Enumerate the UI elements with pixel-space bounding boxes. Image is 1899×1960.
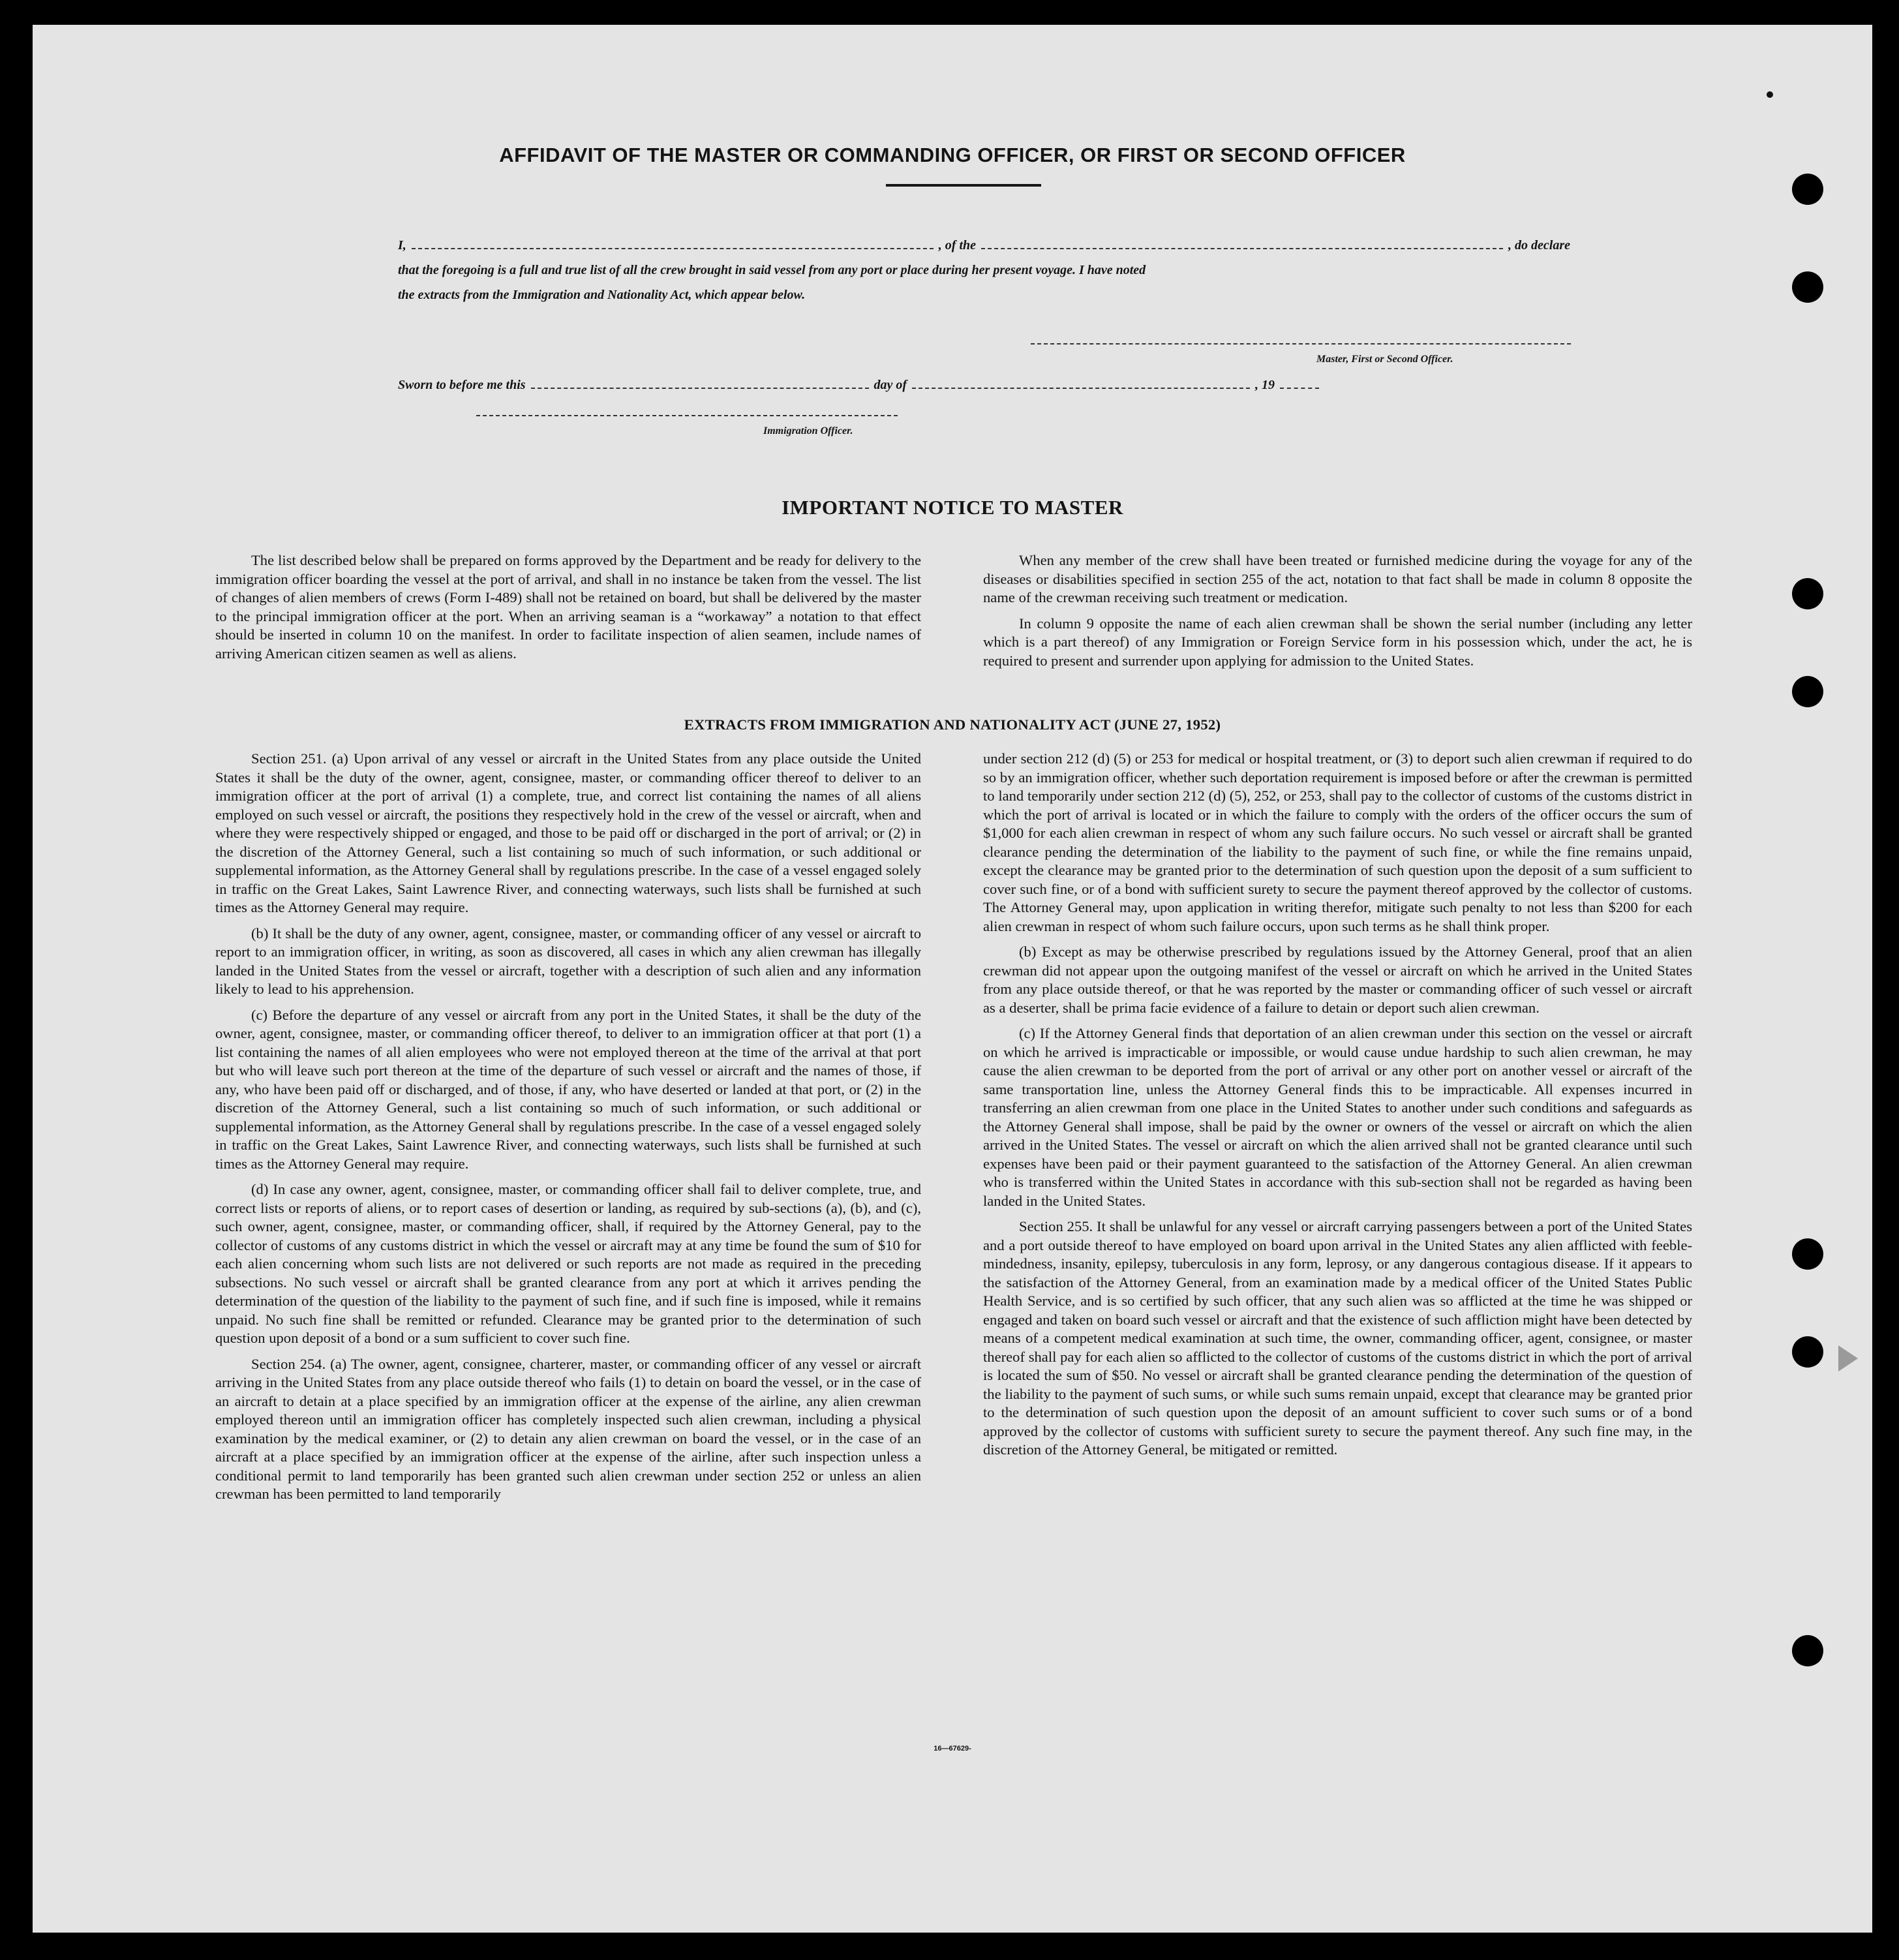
sworn-year-field[interactable] [1280,372,1319,389]
sworn-year-prefix: , 19 [1255,378,1275,392]
title-rule [886,184,1041,187]
sworn-line [398,372,1324,393]
form-print-code: 16—67629- [934,1745,971,1753]
affidavit-declare: , do declare [1508,238,1570,253]
punch-hole [1792,174,1823,205]
punch-hole [1792,1336,1823,1368]
declarant-name-field[interactable] [412,232,934,249]
sworn-prefix: Sworn to before me this [398,378,526,392]
act-paragraph: Section 254. (a) The owner, agent, consignee, charterer, master, or commanding officer of any vessel or aircraft arriving in the United States from any place outside thereof who fails (1) to detain on board the vessel, or in the case of an aircraft to detain at a place specified by an immigration officer at the expense of the airline, any alien crewman employed thereon until an immigration officer has completely inspected such alien crewman, including a physical examination by the medical examiner, or (2) to detain any alien crewman on board the vessel, or in the case of an aircraft at a place specified by an immigration officer at the expense of the airline, after such inspection unless a conditional permit to land temporarily has been granted such alien crewman under section 252 or unless an alien crewman has been permitted to land temporarily [215,1355,921,1502]
affidavit-of-the: , of the [938,238,977,253]
page-tab-mark [1838,1345,1858,1371]
punch-hole [1792,676,1823,707]
act-paragraph: (c) If the Attorney General finds that deportation of an alien crewman under this section on the vessel or aircraft on which he arrived is impracticable or impossible, or would cause undue hardship to such alien crewman, he may cause the alien crewman to be deported from the port of arrival or any other port on another vessel or aircraft of the same transportation line, unless the Attorney General finds this to be impracticable. All expenses incurred in transferring an alien crewman from one place in the United States to another under such conditions and safeguards as the Attorney General shall impose, shall be paid by the owner or owners of the vessel or aircraft on which the alien arrived in the United States. The vessel or aircraft on which the alien arrived shall not be granted clearance until such expenses have been paid or their payment guaranteed to the satisfaction of the Attorney General. An alien crewman who is transferred within the United States in accordance with this sub-section shall not be regarded as having been landed in the United States. [983,1025,1692,1209]
sworn-day-of: day of [874,378,907,392]
affidavit-line-1 [398,232,1570,258]
punch-hole [1799,1642,1823,1665]
punch-hole [1792,271,1823,303]
notice-right-column [983,551,1692,670]
act-paragraph: Section 255. It shall be unlawful for any vessel or aircraft carrying passengers between a port of the United States and a port outside thereof to have employed on board upon arrival in the United States any alien afflicted with feeble-mindedness, insanity, epilepsy, tuberculosis in any form, leprosy, or any dangerous contagious disease. If it appears to the satisfaction of the Attorney General, from an examination made by a medical officer of the United States Public Health Service, and is so certified by such officer, that any such alien was so afflicted at the time he was shipped or engaged and taken on board such vessel or aircraft and that the existence of such affliction might have been detected by means of a competent medical examination at such time, the owner, commanding officer, agent, consignee, or master thereof shall pay for each alien so afflicted to the collector of customs of the customs district in which the port of arrival is located the sum of $50. No vessel or aircraft shall be granted clearance pending the determination of the question of the liability to the payment of such sums, or while such sums remain unpaid, except that clearance may be granted prior to the determination of such question upon the deposit of an amount sufficient to cover such sums or of a bond approved by the collector of customs with sufficient surety to secure the payment thereof. Any such fine may, in the discretion of the Attorney General, be mitigated or remitted. [983,1218,1692,1458]
affidavit-line-2: that the foregoing is a full and true list of all the crew brought in said vessel from any port or place during her present voyage. I have noted [398,263,1146,277]
act-paragraph: (d) In case any owner, agent, consignee, master, or commanding officer shall fail to deliver complete, true, and correct lists or reports of aliens, or to report cases of desertion or landing, as required by sub-sections (a), (b), and (c), such owner, agent, consignee, master, or commanding officer, shall, if required by the Attorney General, pay to the collector of customs of any customs district in which the vessel or aircraft may at any time be found the sum of $10 for each alien concerning whom such lists are not delivered or such reports are not made as required in the preceding subsections. No such vessel or aircraft shall be granted clearance from any port at which it arrives pending the determination of the question of the liability to the payment of such fine, and if such fine is imposed, while it remains unpaid. No such fine shall be remitted or refunded. Clearance may be granted prior to the determination of such question upon deposit of a bond or a sum sufficient to cover such fine. [215,1181,921,1346]
immigration-officer-signature-field[interactable] [476,415,898,416]
act-paragraph: Section 251. (a) Upon arrival of any vessel or aircraft in the United States from any place outside the United States it shall be the duty of the owner, agent, consignee, master, or commanding officer thereof to deliver to an immigration officer at the port of arrival (1) a complete, true, and correct list containing the names of all aliens employed on such vessel or aircraft, the positions they respectively hold in the crew of the vessel or aircraft, when and where they were respectively shipped or engaged, and those to be paid off or discharged in the port of arrival; or (2) in the discretion of the Attorney General, such a list containing so much of such information, or such additional or supplemental information, as the Attorney General shall by regulations prescribe. In the case of a vessel engaged solely in traffic on the Great Lakes, Saint Lawrence River, and connecting waterways, such lists shall be furnished at such times as the Attorney General may require. [215,750,921,915]
act-paragraph: (b) Except as may be otherwise prescribed by regulations issued by the Attorney General, proof that an alien crewman did not appear upon the outgoing manifest of the vessel or aircraft on which he arrived in the United States from any place outside thereof, or that he was reported by the master or commanding officer of such vessel or aircraft as a deserter, shall be prima facie evidence of a failure to detain or deport such alien crewman. [983,943,1692,1016]
notice-paragraph: When any member of the crew shall have been treated or furnished medicine during the voyage for any of the diseases or disabilities specified in section 255 of the act, notation to that fact shall be made in column 8 opposite the name of the crewman receiving such treatment or medication. [983,552,1692,605]
sworn-day-field[interactable] [531,372,869,389]
act-paragraph: (c) Before the departure of any vessel or aircraft from any port in the United States, it shall be the duty of the owner, agent, consignee, master, or commanding officer thereof, to deliver to an immigration officer at that port (1) a list containing the names of all alien employees who were not employed thereon at the time of the arrival at that port but who will leave such port thereon at the time of the departure of such vessel or aircraft and the names of those, if any, who have been paid off or discharged, and of those, if any, who have deserted or landed at that port, or (2) in the discretion of the Attorney General, such a list containing so much of such information, or such additional or supplemental information, as the Attorney General shall by regulations prescribe. In the case of a vessel engaged solely in traffic on the Great Lakes, Saint Lawrence River, and connecting waterways, such lists shall be furnished at such times as the Attorney General may require. [215,1006,921,1172]
affidavit-text [398,232,1570,307]
extracts-title: EXTRACTS FROM IMMIGRATION AND NATIONALITY ACT (JUNE 27, 1952) [684,716,1221,733]
sworn-month-field[interactable] [912,372,1250,389]
act-paragraph: under section 212 (d) (5) or 253 for medical or hospital treatment, or (3) to deport such alien crewman if required to do so by an immigration officer, whether such deportation requirement is imposed before or after the crewman is permitted to land temporarily under section 212 (d) (5), 252, or 253, shall pay to the collector of customs of the customs district in which the port of arrival is located or in which the failure to comply with the orders of the officer occurs the sum of $1,000 for each alien crewman in respect of whom any such failure occurs. No such vessel or aircraft shall be granted clearance pending the determination of the liability to the payment of such fine, or while the fine remains unpaid, except the clearance may be granted prior to the determination of such question upon the deposit of a sum sufficient to cover such fine, or of a bond with sufficient surety to secure the payment thereof approved by the collector of customs. The Attorney General may, upon application in writing therefor, mitigate such penalty to not less than $200 for each alien crewman in respect of whom such failure occurs, upon such terms as he shall think proper. [983,750,1692,934]
extracts-right-column [983,750,1692,1460]
notice-paragraph: The list described below shall be prepared on forms approved by the Department and be ready for delivery to the immigration officer boarding the vessel at the port of arrival, and shall in no instance be taken from the vessel. The list of changes of alien members of crews (Form I-489) shall not be retained on board, but shall be delivered by the master to the principal immigration officer at the port. When an arriving seaman is a “workaway” a notation to that effect should be inserted in column 10 on the manifest. In order to facilitate inspection of alien seamen, include names of arriving American citizen seamen as well as aliens. [215,552,921,662]
notice-paragraph: In column 9 opposite the name of each alien crewman shall be shown the serial number (including any letter which is a part thereof) of any Immigration or Foreign Service form in his possession which, under the act, he is required to present and surrender upon applying for admission to the United States. [983,615,1692,669]
affidavit-line-3: the extracts from the Immigration and Nationality Act, which appear below. [398,288,806,302]
vessel-name-field[interactable] [981,232,1503,249]
notice-title: IMPORTANT NOTICE TO MASTER [782,496,1123,519]
act-paragraph: (b) It shall be the duty of any owner, agent, consignee, master, or commanding officer of any vessel or aircraft to report to an immigration officer, in writing, as soon as discovered, all cases in which any alien crewman has illegally landed in the United States from the vessel or aircraft, together with a description of such alien and any information likely to lead to his apprehension. [215,925,921,997]
affidavit-i: I, [398,238,406,253]
punch-hole [1792,578,1823,609]
punch-hole [1792,1238,1823,1270]
master-signature-label: Master, First or Second Officer. [1316,354,1453,365]
affidavit-title: AFFIDAVIT OF THE MASTER OR COMMANDING OFFICER, OR FIRST OR SECOND OFFICER [499,144,1406,166]
immigration-officer-label: Immigration Officer. [763,425,853,436]
ink-dot [1767,91,1773,98]
master-signature-field[interactable] [1031,343,1571,345]
notice-left-column [215,551,921,663]
extracts-left-column [215,750,921,1504]
document-page [33,25,1872,1933]
